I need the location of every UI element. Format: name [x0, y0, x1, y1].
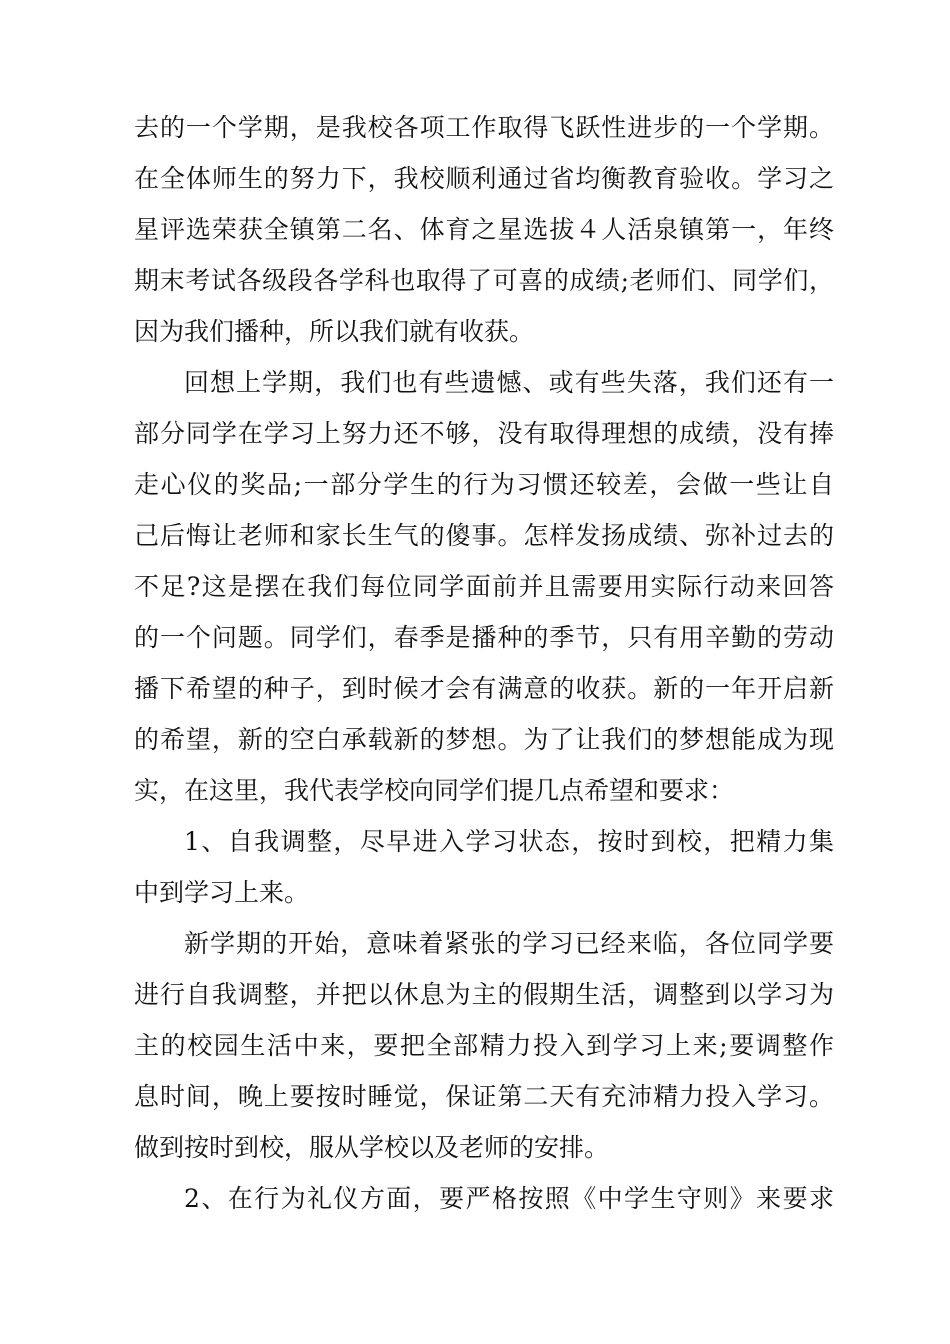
text-line: 在全体师生的努力下，我校顺利通过省均衡教育验收。学习之 — [134, 164, 834, 193]
text-line: 的希望，新的空白承载新的梦想。为了让我们的梦想能成为现 — [134, 725, 834, 754]
text-line: 己后悔让老师和家长生气的傻事。怎样发扬成绩、弥补过去的 — [134, 521, 834, 550]
text-line: 去的一个学期，是我校各项工作取得飞跃性进步的一个学期。 — [134, 113, 834, 142]
text-line: 走心仪的奖品;一部分学生的行为习惯还较差，会做一些让自 — [134, 470, 834, 499]
text-line: 进行自我调整，并把以休息为主的假期生活，调整到以学习为 — [134, 980, 834, 1009]
document-body — [134, 102, 834, 1224]
text-line: 的一个问题。同学们，春季是播种的季节，只有用辛勤的劳动 — [134, 623, 834, 652]
text-line: 部分同学在学习上努力还不够，没有取得理想的成绩，没有捧 — [134, 419, 834, 448]
text-line: 不足?这是摆在我们每位同学面前并且需要用实际行动来回答 — [134, 572, 834, 601]
text-line: 期末考试各级段各学科也取得了可喜的成绩;老师们、同学们， — [134, 266, 834, 295]
text-line: 回想上学期，我们也有些遗憾、或有些失落，我们还有一 — [184, 368, 834, 397]
text-line: 因为我们播种，所以我们就有收获。 — [134, 317, 535, 346]
text-line: 星评选荣获全镇第二名、体育之星选拔４人活泉镇第一，年终 — [134, 215, 834, 244]
text-line: 新学期的开始，意味着紧张的学习已经来临，各位同学要 — [184, 929, 834, 958]
text-line: 中到学习上来。 — [134, 878, 310, 907]
text-line: 实，在这里，我代表学校向同学们提几点希望和要求： — [134, 776, 735, 805]
text-line: 息时间，晚上要按时睡觉，保证第二天有充沛精力投入学习。 — [134, 1082, 834, 1111]
text-line: 做到按时到校，服从学校以及老师的安排。 — [134, 1133, 610, 1162]
text-line: 2、在行为礼仪方面，要严格按照《中学生守则》来要求 — [184, 1184, 834, 1213]
text-line: 主的校园生活中来，要把全部精力投入到学习上来;要调整作 — [134, 1031, 834, 1060]
text-line: 播下希望的种子，到时候才会有满意的收获。新的一年开启新 — [134, 674, 834, 703]
text-line: 1、自我调整，尽早进入学习状态，按时到校，把精力集 — [184, 827, 834, 856]
